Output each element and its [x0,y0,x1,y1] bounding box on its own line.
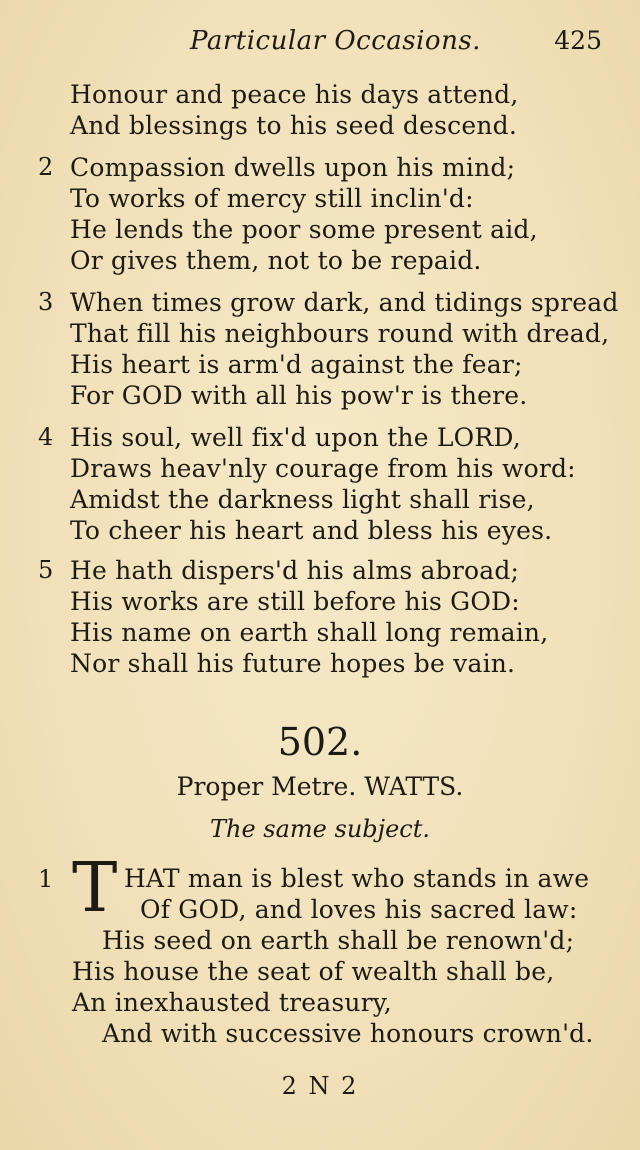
running-header: Particular Occasions. [190,26,481,56]
verse-line: Compassion dwells upon his mind; [70,153,516,182]
verse-line: His seed on earth shall be renown'd; [102,926,575,955]
stanza-number: 4 [38,423,54,451]
verse-line: HAT man is blest who stands in awe [124,864,590,893]
page-number: 425 [554,26,602,55]
stanza-number: 1 [38,865,54,893]
verse-line: Draws heav'nly courage from his word: [70,454,576,483]
verse-line: His heart is arm'd against the fear; [70,350,523,379]
verse-line: To cheer his heart and bless his eyes. [70,516,553,545]
drop-cap: T [72,849,118,928]
verse-line: When times grow dark, and tidings spread [70,288,619,317]
verse-line: For GOD with all his pow'r is there. [70,381,528,410]
verse-line: Honour and peace his days attend, [70,80,519,109]
stanza-number: 2 [38,153,54,181]
verse-line: Nor shall his future hopes be vain. [70,649,516,678]
verse-line: Or gives them, not to be repaid. [70,246,482,275]
printer-signature: 2 N 2 [281,1072,359,1100]
verse-line: Amidst the darkness light shall rise, [70,485,535,514]
stanza-number: 5 [38,556,54,584]
stanza-number: 3 [38,288,54,316]
verse-line: He lends the poor some present aid, [70,215,538,244]
verse-line: To works of mercy still inclin'd: [70,184,474,213]
verse-line: He hath dispers'd his alms abroad; [70,556,520,585]
hymn-number: 502. [277,720,363,764]
verse-line: His works are still before his GOD: [70,587,520,616]
hymn-meter: Proper Metre. WATTS. [176,772,464,801]
verse-line: And with successive honours crown'd. [102,1019,594,1048]
verse-line: That fill his neighbours round with dread, [70,319,610,348]
verse-line: His name on earth shall long remain, [70,618,549,647]
verse-line: And blessings to his seed descend. [70,111,517,140]
hymn-subject: The same subject. [209,815,430,843]
verse-line: His house the seat of wealth shall be, [72,957,555,986]
verse-line: His soul, well fix'd upon the LORD, [70,423,521,452]
verse-line: Of GOD, and loves his sacred law: [140,895,578,924]
verse-line: An inexhausted treasury, [72,988,392,1017]
